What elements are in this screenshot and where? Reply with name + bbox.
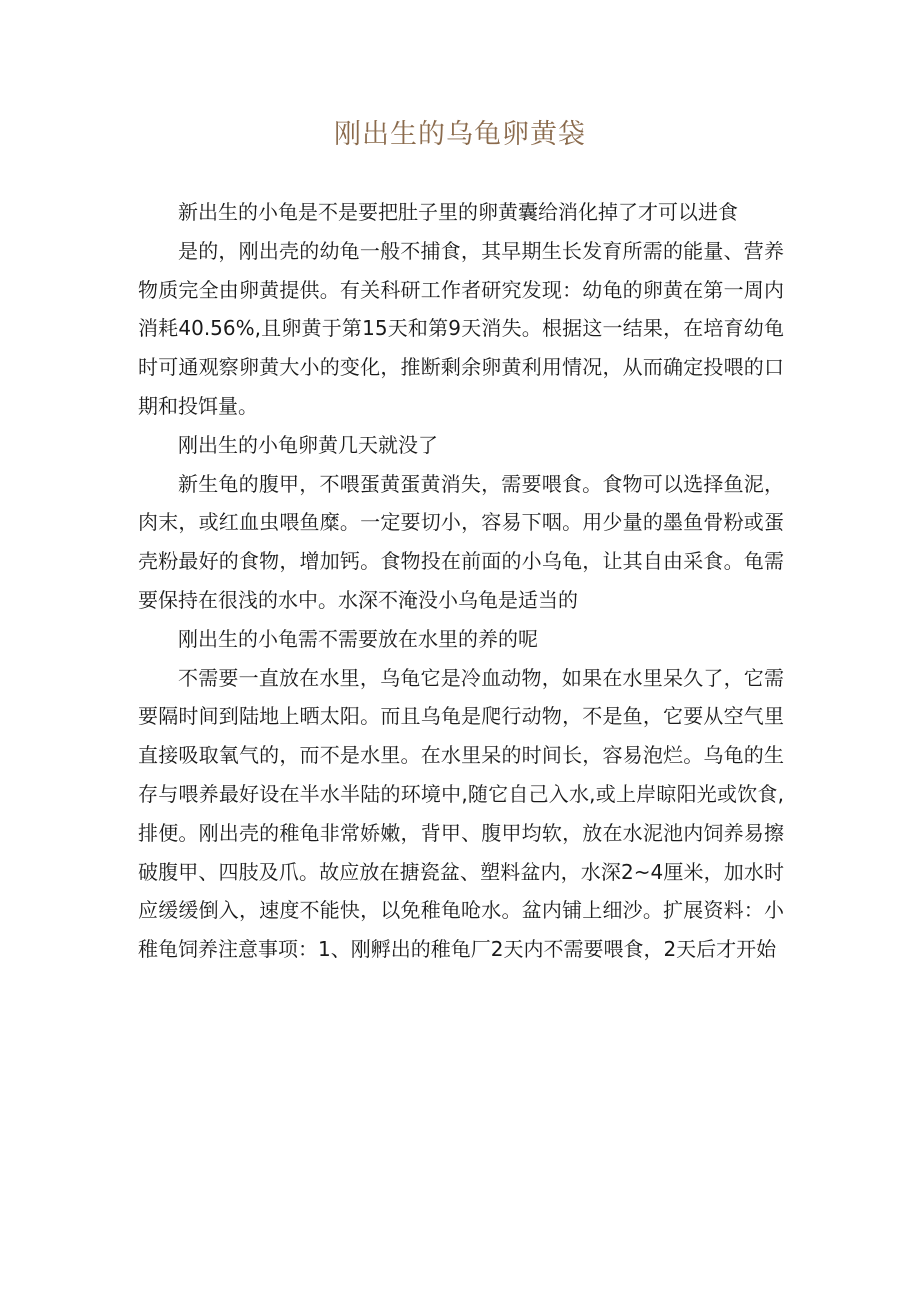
paragraph-question-3: 刚出生的小龟需不需要放在水里的养的呢 (178, 626, 538, 651)
paragraph-answer-2: 新生龟的腹甲，不喂蛋黄蛋黄消失，需要喂食。食物可以选择鱼泥，肉末，或红血虫喂鱼糜。一定要切小，容易下咽。用少量的墨鱼骨粉或蛋壳粉最好的食物，增加钙。食物投在前面的小乌龟，让其自由采食。龟需要保持在很浅的水中。水深不淹没小乌龟是适当的 (138, 471, 784, 612)
paragraph-answer-1: 是的，刚出壳的幼龟一般不捕食，其早期生长发育所需的能量、营养物质完全由卵黄提供。有关科研工作者研究发现：幼龟的卵黄在第一周内消耗40.56%,且卵黄于第15天和第9天消失。根据这一结果，在培育幼龟时可通观察卵黄大小的变化，推断剩余卵黄利用情况，从而确定投喂的口期和投饵量。 (138, 238, 784, 418)
document-body (138, 193, 784, 969)
document-title: 刚出生的乌龟卵黄袋 (334, 119, 586, 150)
paragraph-question-1: 新出生的小龟是不是要把肚子里的卵黄囊给消化掉了才可以进食 (178, 200, 738, 224)
paragraph-answer-3: 不需要一直放在水里，乌龟它是冷血动物，如果在水里呆久了，它需要隔时间到陆地上晒太阳。而且乌龟是爬行动物，不是鱼，它要从空气里直接吸取氧气的，而不是水里。在水里呆的时间长，容易泡烂。乌龟的生存与喂养最好设在半水半陆的环境中,随它自己入水,或上岸晾阳光或饮食,排便。刚出壳的稚龟非常娇嫩，背甲、腹甲均软，放在水泥池内饲养易擦破腹甲、四肢及爪。故应放在搪瓷盆、塑料盆内，水深2~4厘米，加水时应缓缓倒入，速度不能快，以免稚龟呛水。盆内铺上细沙。扩展资料：小稚龟饲养注意事项：1、刚孵出的稚龟厂2天内不需要喂食，2天后才开始 (138, 665, 784, 962)
paragraph-question-2: 刚出生的小龟卵黄几天就没了 (178, 432, 438, 457)
